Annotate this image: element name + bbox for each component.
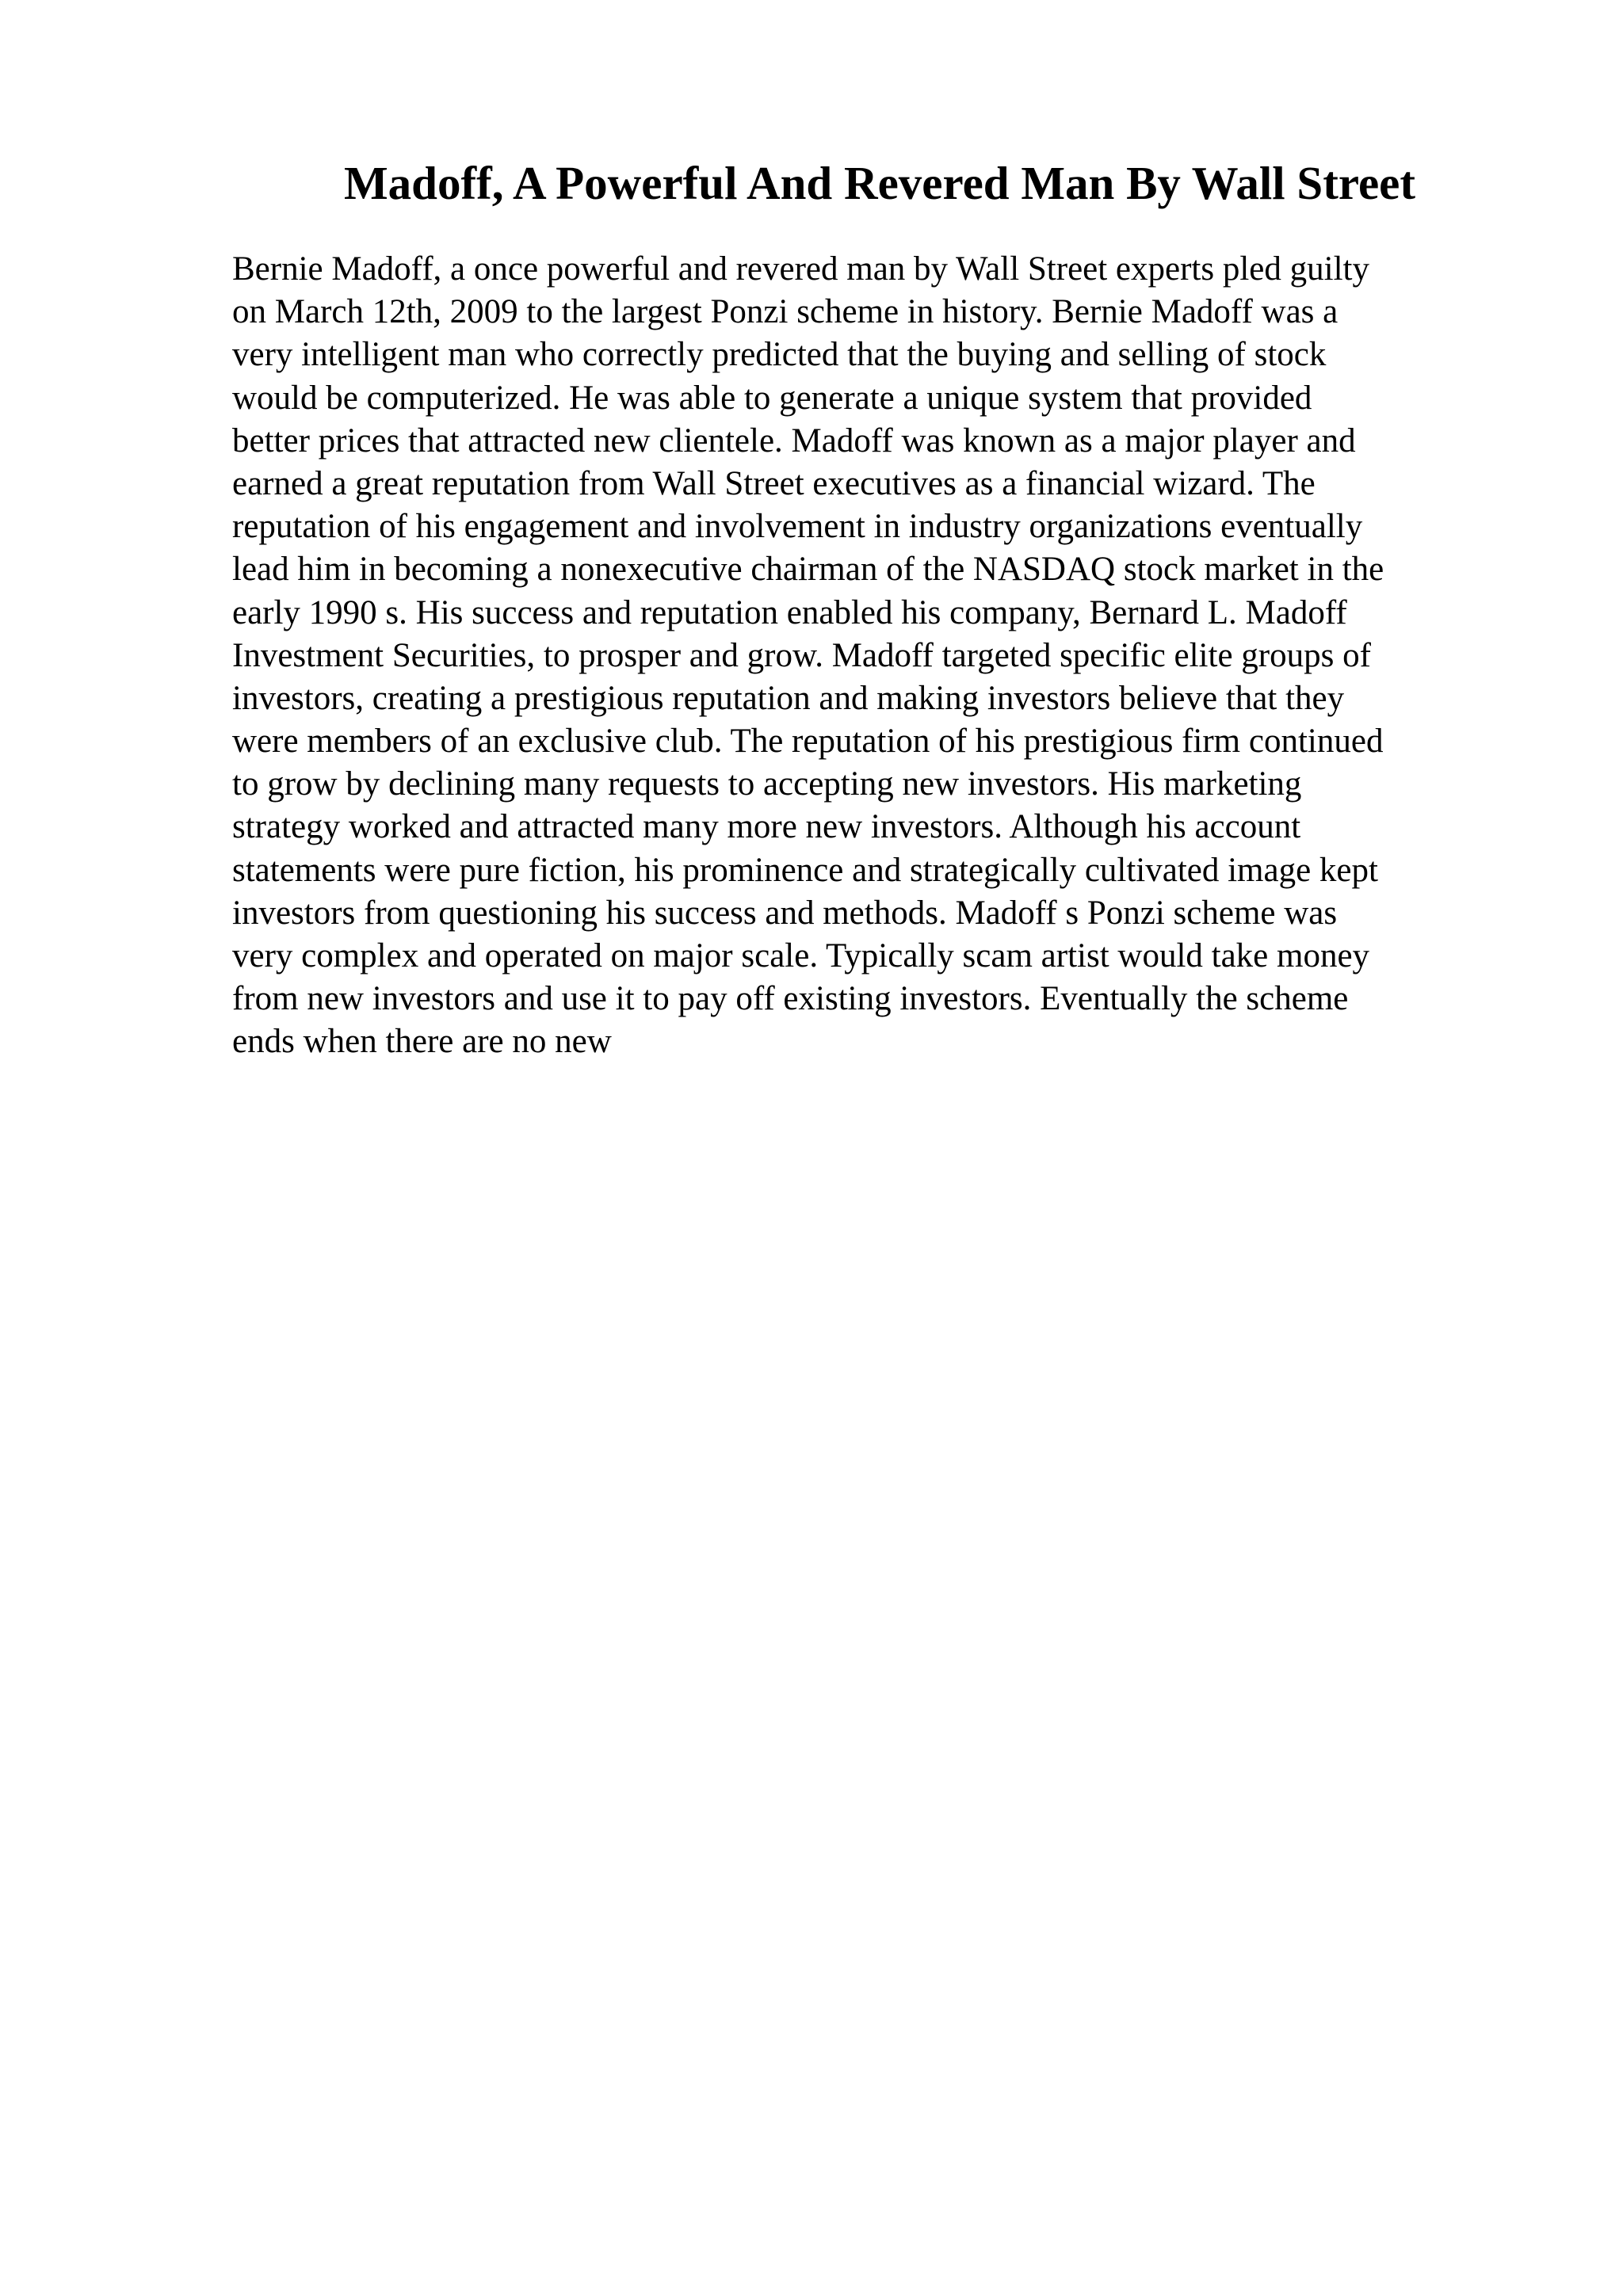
document-title: Madoff, A Powerful And Revered Man By Wall Street xyxy=(343,157,1416,209)
paragraph-line: from new investors and use it to pay off existing investors. Eventually the scheme xyxy=(232,980,1349,1018)
paragraph-line: very intelligent man who correctly predicted that the buying and selling of stock xyxy=(232,336,1327,374)
paragraph-line: investors from questioning his success and methods. Madoff s Ponzi scheme was xyxy=(232,894,1338,932)
paragraph-line: statements were pure fiction, his prominence and strategically cultivated image kept xyxy=(232,851,1378,889)
paragraph-line: earned a great reputation from Wall Street executives as a financial wizard. The xyxy=(232,464,1316,502)
paragraph-line: lead him in becoming a nonexecutive chairman of the NASDAQ stock market in the xyxy=(232,551,1384,589)
paragraph-line: better prices that attracted new clientele. Madoff was known as a major player and xyxy=(232,421,1356,460)
paragraph-line: investors, creating a prestigious reputation and making investors believe that they xyxy=(232,679,1345,717)
paragraph-line: strategy worked and attracted many more new investors. Although his account xyxy=(232,808,1301,846)
paragraph-line: on March 12th, 2009 to the largest Ponzi scheme in history. Bernie Madoff was a xyxy=(232,293,1338,331)
body-paragraph xyxy=(232,248,1500,1064)
paragraph-line: were members of an exclusive club. The reputation of his prestigious firm continued xyxy=(232,723,1384,761)
paragraph-line: early 1990 s. His success and reputation enabled his company, Bernard L. Madoff xyxy=(232,593,1347,631)
paragraph-line: Bernie Madoff, a once powerful and revered man by Wall Street experts pled guilty xyxy=(232,250,1369,288)
paragraph-line: ends when there are no new xyxy=(232,1023,612,1061)
paragraph-line: to grow by declining many requests to accepting new investors. His marketing xyxy=(232,765,1302,803)
paragraph-line: Investment Securities, to prosper and grow. Madoff targeted specific elite groups of xyxy=(232,636,1371,674)
paragraph-line: very complex and operated on major scale. Typically scam artist would take money xyxy=(232,937,1370,974)
paragraph-line: reputation of his engagement and involvement in industry organizations eventually xyxy=(232,508,1363,546)
paragraph-line: would be computerized. He was able to generate a unique system that provided xyxy=(232,379,1312,417)
